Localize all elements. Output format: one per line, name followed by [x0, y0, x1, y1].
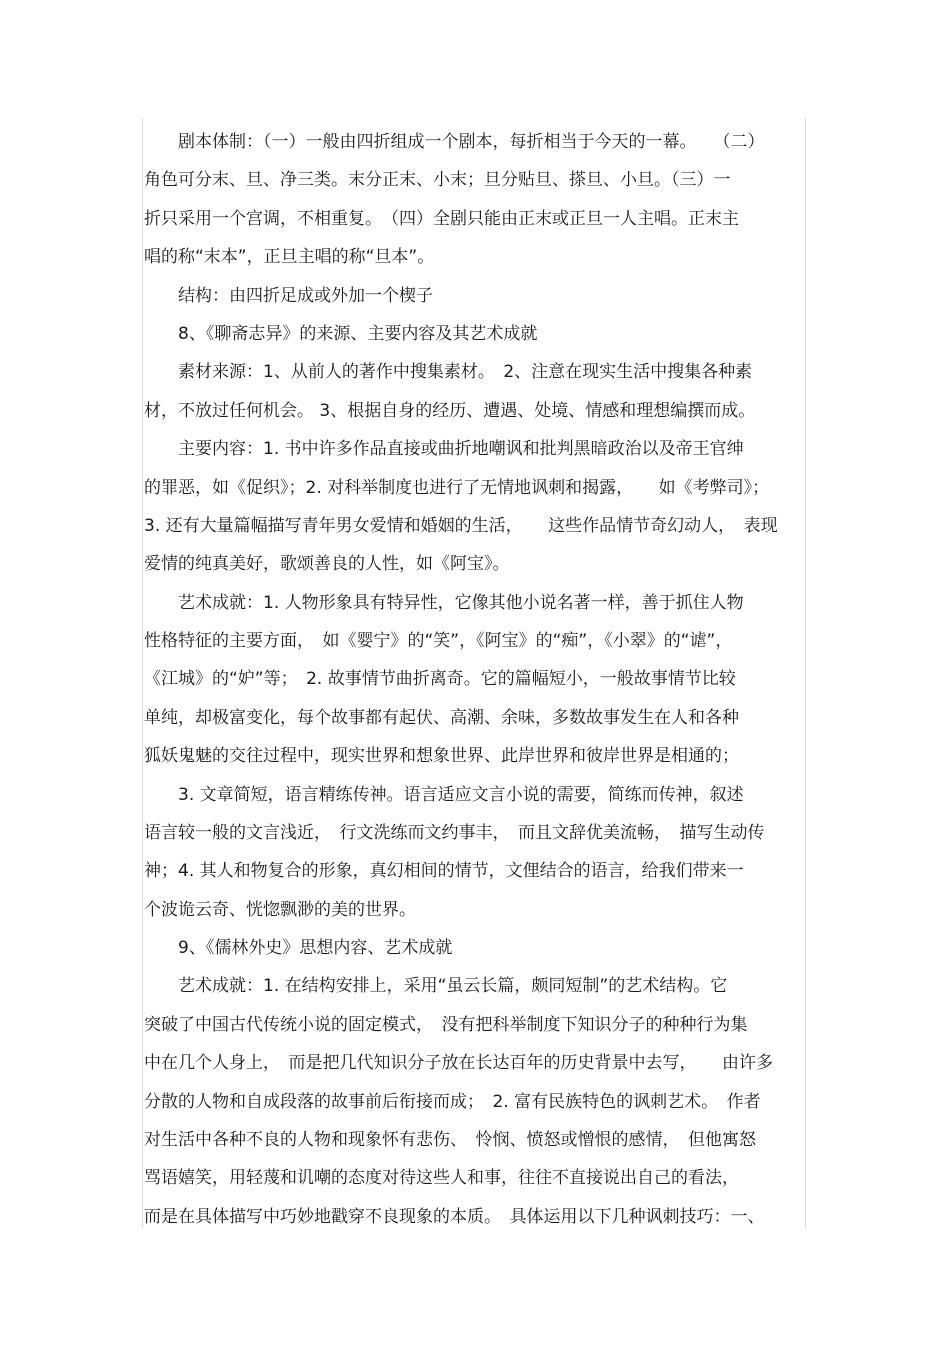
section-heading: 8、《聊斋志异》的来源、主要内容及其艺术成就 — [178, 324, 538, 344]
text-line: 骂语嬉笑，用轻蔑和讥嘲的态度对待这些人和事，往往不直接说出自己的看法， — [144, 1168, 739, 1188]
text-line: 艺术成就：1. 人物形象具有特异性，它像其他小说名著一样，善于抓住人物 — [178, 593, 744, 613]
text-line: 的罪恶，如《促织》；2. 对科举制度也进行了无情地讽刺和揭露， 如《考弊司》； — [144, 478, 770, 498]
text-line: 对生活中各种不良的人物和现象怀有悲伤、 怜悯、愤怒或憎恨的感情， 但他寓怒 — [144, 1130, 756, 1150]
text-line: 单纯，却极富变化，每个故事都有起伏、高潮、余味，多数故事发生在人和各种 — [144, 708, 739, 728]
text-line: 素材来源：1、从前人的著作中搜集素材。 2、注意在现实生活中搜集各种素 — [178, 362, 753, 382]
text-line: 《江城》的“妒”等； 2. 故事情节曲折离奇。它的篇幅短小，一般故事情节比较 — [144, 669, 736, 689]
text-line: 3. 文章简短，语言精练传神。语言适应文言小说的需要，简练而传神，叙述 — [178, 785, 744, 805]
text-line: 中在几个人身上， 而是把几代知识分子放在长达百年的历史背景中去写， 由许多 — [144, 1053, 773, 1073]
text-line: 性格特征的主要方面， 如《婴宁》的“笑”，《阿宝》的“痴”，《小翠》的“谑”， — [144, 631, 733, 651]
text-line: 狐妖鬼魅的交往过程中，现实世界和想象世界、此岸世界和彼岸世界是相通的； — [144, 746, 739, 766]
text-line: 而是在具体描写中巧妙地戳穿不良现象的本质。 具体运用以下几种讽刺技巧：一、 — [144, 1207, 765, 1227]
text-line: 个波诡云奇、恍惚飘渺的美的世界。 — [144, 900, 416, 920]
text-line: 材，不放过任何机会。 3、根据自身的经历、遭遇、处境、情感和理想编撰而成。 — [144, 401, 756, 421]
text-line: 唱的称“末本”，正旦主唱的称“旦本”。 — [144, 247, 435, 267]
text-line: 艺术成就：1. 在结构安排上，采用“虽云长篇，颇同短制”的艺术结构。它 — [178, 976, 728, 996]
text-line: 折只采用一个宫调，不相重复。 （四）全剧只能由正末或正旦一人主唱。正末主 — [144, 209, 739, 229]
text-line: 结构：由四折足成或外加一个楔子 — [178, 286, 433, 306]
text-line: 分散的人物和自成段落的故事前后衔接而成； 2. 富有民族特色的讽刺艺术。 作者 — [144, 1092, 761, 1112]
text-line: 神；4. 其人和物复合的形象，真幻相间的情节，文俚结合的语言，给我们带来一 — [144, 861, 744, 881]
text-line: 剧本体制：（一）一般由四折组成一个剧本，每折相当于今天的一幕。 （二） — [178, 132, 765, 152]
text-line: 角色可分末、旦、净三类。末分正末、小末；旦分贴旦、搽旦、小旦。（三）一 — [144, 170, 731, 190]
text-line: 主要内容：1. 书中许多作品直接或曲折地嘲讽和批判黑暗政治以及帝王官绅 — [178, 439, 744, 459]
text-line: 3. 还有大量篇幅描写青年男女爱情和婚姻的生活， 这些作品情节奇幻动人， 表现 — [144, 516, 778, 536]
text-line: 突破了中国古代传统小说的固定模式， 没有把科举制度下知识分子的种种行为集 — [144, 1015, 748, 1035]
text-line: 爱情的纯真美好，歌颂善良的人性，如《阿宝》。 — [144, 554, 510, 574]
text-line: 语言较一般的文言浅近， 行文洗练而文约事丰， 而且文辞优美流畅， 描写生动传 — [144, 823, 765, 843]
section-heading: 9、《儒林外史》思想内容、艺术成就 — [178, 938, 453, 958]
